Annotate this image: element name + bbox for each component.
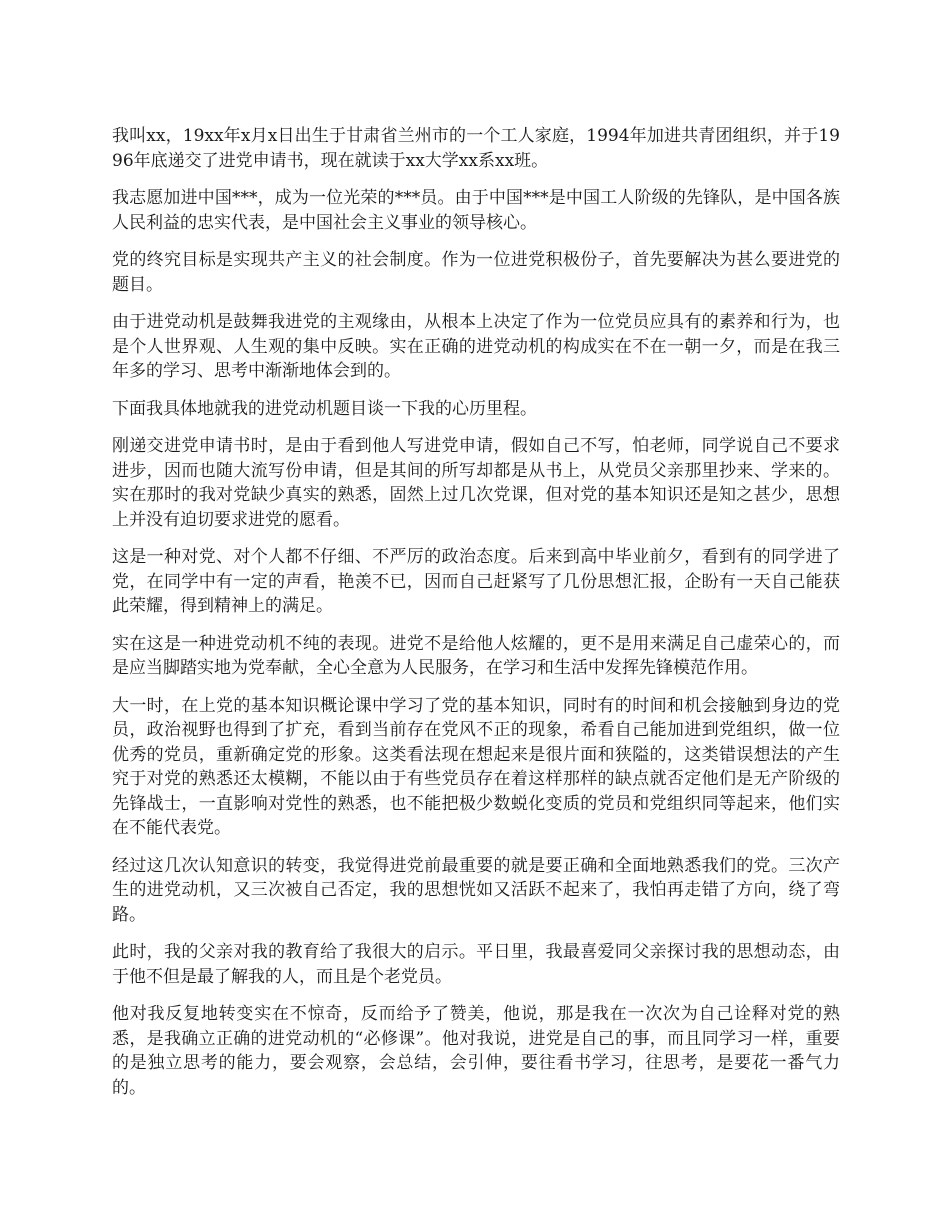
paragraph-7: 这是一种对党、对个人都不仔细、不严厉的政治态度。后来到高中毕业前夕，看到有的同学进了党，在同学中有一定的声看，艳羡不已，因而自己赶紧写了几份思想汇报，企盼有一天自己能获此荣耀，得到精神上的满足。 xyxy=(112,547,840,616)
paragraph-4: 由于进党动机是鼓舞我进党的主观缘由，从根本上决定了作为一位党员应具有的素养和行为，也是个人世界观、人生观的集中反映。实在正确的进党动机的构成实在不在一朝一夕，而是在我三年多的学习、思考中渐渐地体会到的。 xyxy=(112,312,840,381)
paragraph-2: 我志愿加进中国***，成为一位光荣的***员。由于中国***是中国工人阶级的先锋队，是中国各族人民利益的忠实代表，是中国社会主义事业的领导核心。 xyxy=(112,188,840,233)
document-body xyxy=(112,124,840,1113)
paragraph-5: 下面我具体地就我的进党动机题目谈一下我的心历里程。 xyxy=(112,398,537,419)
paragraph-10: 经过这几次认知意识的转变，我觉得进党前最重要的就是要正确和全面地熟悉我们的党。三次产生的进党动机，又三次被自己否定，我的思想恍如又活跃不起来了，我怕再走错了方向，绕了弯路。 xyxy=(112,855,840,925)
paragraph-9: 大一时，在上党的基本知识概论课中学习了党的基本知识，同时有的时间和机会接触到身边的党员，政治视野也得到了扩充，看到当前存在党风不正的现象，希看自己能加进到党组织，做一位优秀的党员，重新确定党的形象。这类看法现在想起来是很片面和狭隘的，这类错误想法的产生究于对党的熟悉还太模糊，不能以由于有些党员存在着这样那样的缺点就否定他们是无产阶级的先锋战士，一直影响对党性的熟悉，也不能把极少数蜕化变质的党员和党组织同等起来，他们实在不能代表党。 xyxy=(112,695,840,838)
paragraph-11: 此时，我的父亲对我的教育给了我很大的启示。平日里，我最喜爱同父亲探讨我的思想动态，由于他不但是最了解我的人，而且是个老党员。 xyxy=(112,942,840,987)
paragraph-6: 刚递交进党申请书时，是由于看到他人写进党申请，假如自己不写，怕老师，同学说自己不要求进步，因而也随大流写份申请，但是其间的所写却都是从书上，从党员父亲那里抄来、学来的。实在那时的我对党缺少真实的熟悉，固然上过几次党课，但对党的基本知识还是知之甚少，思想上并没有迫切要求进党的愿看。 xyxy=(112,436,840,530)
paragraph-8: 实在这是一种进党动机不纯的表现。进党不是给他人炫耀的，更不是用来满足自己虚荣心的，而是应当脚踏实地为党奉献，全心全意为人民服务，在学习和生活中发挥先锋模范作用。 xyxy=(112,633,840,678)
paragraph-3: 党的终究目标是实现共产主义的社会制度。作为一位进党积极份子，首先要解决为甚么要进党的题目。 xyxy=(112,250,840,295)
paragraph-12: 他对我反复地转变实在不惊奇，反而给予了赞美，他说，那是我在一次次为自己诠释对党的熟悉，是我确立正确的进党动机的“必修课”。他对我说，进党是自己的事，而且同学习一样，重要的是独立思考的能力，要会观察，会总结，会引伸，要往看书学习，往思考，是要花一番气力的。 xyxy=(112,1004,840,1098)
paragraph-1: 我叫xx，19xx年x月x日出生于甘肃省兰州市的一个工人家庭，1994年加进共青团组织，并于1996年底递交了进党申请书，现在就读于xx大学xx系xx班。 xyxy=(112,126,840,171)
